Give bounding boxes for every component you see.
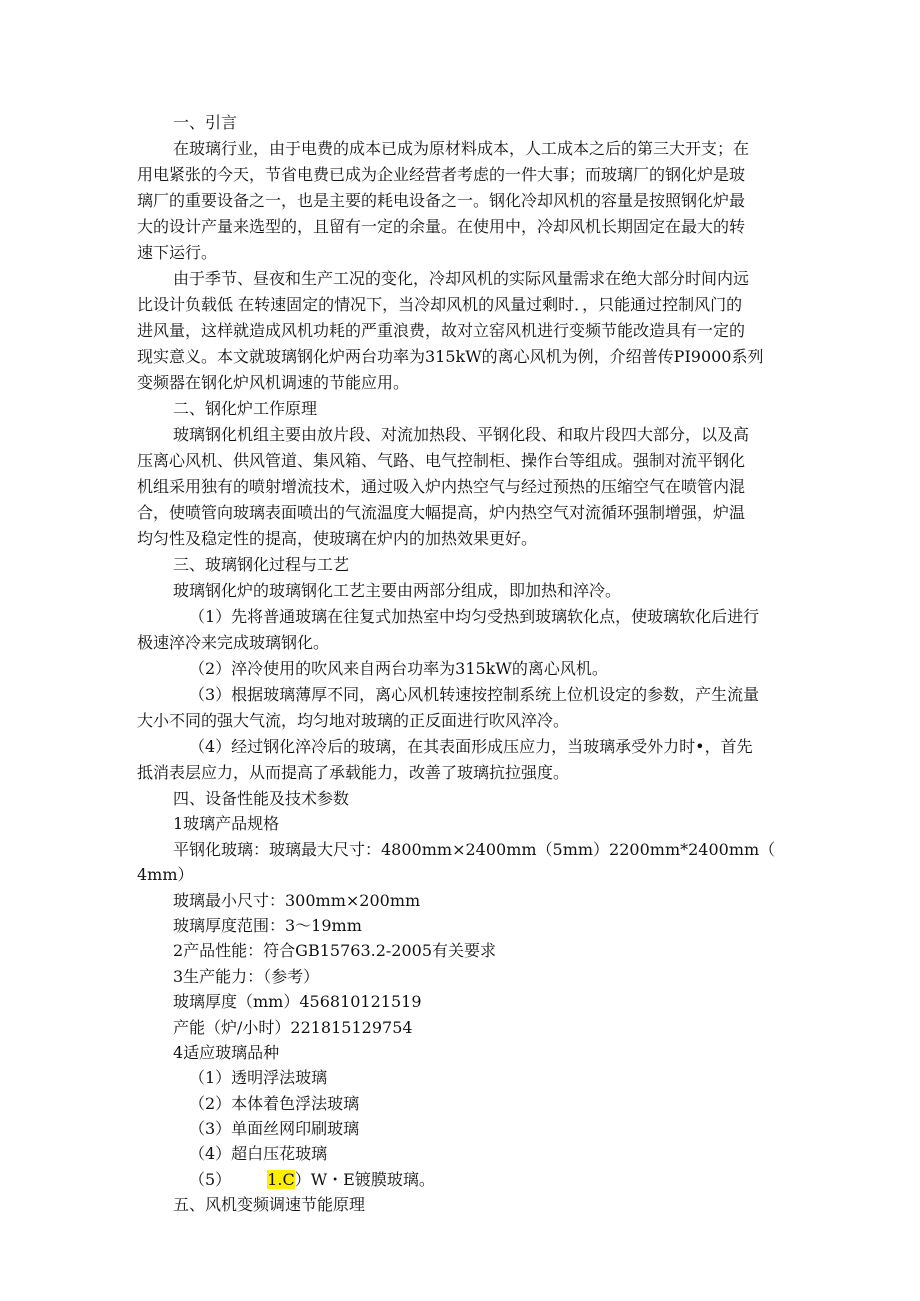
paragraph-line: 比设计负载低 在转速固定的情况下，当冷却风机的风量过剩时．，只能通过控制风门的	[137, 295, 743, 314]
list-item: （4）超白压花玻璃	[189, 1144, 328, 1164]
paragraph-line: 大的设计产量来选型的，且留有一定的余量。在使用中，冷却风机长期固定在最大的转	[137, 217, 746, 236]
spec-line-continuation: 4mm）	[137, 865, 194, 885]
list-item: （1）透明浮法玻璃	[189, 1068, 328, 1088]
spec-line: 平钢化玻璃：玻璃最大尺寸：4800mm×2400mm（5mm）2200mm*2400mm（	[173, 839, 776, 859]
paragraph-line: 用电紧张的今天，节省电费已成为企业经营者考虑的一件大事；而玻璃厂的钢化炉是玻	[137, 165, 746, 184]
list-item-continuation: 抵消表层应力，从而提高了承载能力，改善了玻璃抗拉强度。	[137, 763, 570, 782]
paragraph-line: 玻璃钢化机组主要由放片段、对流加热段、平钢化段、和取片段四大部分，以及高	[173, 425, 750, 444]
paragraph-line: 压离心风机、供风管道、集风箱、气路、电气控制柜、操作台等组成。强制对流平钢化	[137, 451, 746, 470]
section-heading-intro: 一、引言	[173, 113, 238, 132]
paragraph-line: 速下运行。	[137, 243, 218, 262]
list-item: （4）经过钢化淬冷后的玻璃，在其表面形成压应力，当玻璃承受外力时•，首先	[189, 737, 753, 756]
paragraph-line: 变频器在钢化炉风机调速的节能应用。	[137, 373, 410, 392]
paragraph-line: 合，使喷管向玻璃表面喷出的气流温度大幅提高，炉内热空气对流循环强制增强，炉温	[137, 503, 746, 522]
paragraph-line: 玻璃钢化炉的玻璃钢化工艺主要由两部分组成，即加热和淬冷。	[173, 581, 622, 600]
list-item: （2）淬冷使用的吹风来自两台功率为315kW的离心风机。	[189, 659, 608, 678]
paragraph-line: 现实意义。本文就玻璃钢化炉两台功率为315kW的离心风机为例，介绍普传PI9000系列	[137, 347, 764, 366]
spec-line: 3生产能力：（参考）	[173, 966, 320, 986]
paragraph-line: 进风量，这样就造成风机功耗的严重浪费，故对立窑风机进行变频节能改造具有一定的	[137, 321, 746, 340]
document-body	[137, 110, 787, 1218]
list-item-continuation: 大小不同的强大气流，均匀地对玻璃的正反面进行吹风淬冷。	[137, 711, 570, 730]
list-item: （1）先将普通玻璃在往复式加热室中均匀受热到玻璃软化点，使玻璃软化后进行	[189, 607, 760, 626]
paragraph-line: 在玻璃行业，由于电费的成本已成为原材料成本，人工成本之后的第三大开支；在	[173, 139, 750, 158]
section-heading-principle: 二、钢化炉工作原理	[173, 399, 318, 418]
spec-line: 玻璃厚度范围：3～19mm	[173, 915, 362, 935]
spec-line: 产能（炉/小时）221815129754	[173, 1017, 413, 1037]
list-item: （3）单面丝网印刷玻璃	[189, 1119, 360, 1139]
paragraph-line: 璃厂的重要设备之一，也是主要的耗电设备之一。钢化冷却风机的容量是按照钢化炉最	[137, 191, 746, 210]
spec-line: 玻璃最小尺寸：300mm×200mm	[173, 890, 421, 910]
list-item: （2）本体着色浮法玻璃	[189, 1093, 360, 1113]
spec-line: 玻璃厚度（mm）456810121519	[173, 992, 422, 1012]
section-heading-fan: 五、风机变频调速节能原理	[173, 1195, 366, 1215]
paragraph-line: 均匀性及稳定性的提高，使玻璃在炉内的加热效果更好。	[137, 529, 538, 548]
paragraph-line: 由于季节、昼夜和生产工况的变化，冷却风机的实际风量需求在绝大部分时间内远	[173, 269, 750, 288]
spec-heading: 4适应玻璃品种	[173, 1042, 280, 1062]
spec-line: 2产品性能：符合GB15763.2-2005有关要求	[173, 941, 497, 961]
section-heading-specs: 四、设备性能及技术参数	[173, 789, 350, 808]
list-item-number: （5）	[189, 1169, 232, 1189]
list-item	[137, 1167, 787, 1192]
list-item: （3）根据玻璃薄厚不同，离心风机转速按控制系统上位机设定的参数，产生流量	[189, 685, 760, 704]
highlighted-text: 1.C	[267, 1169, 295, 1189]
section-heading-process: 三、玻璃钢化过程与工艺	[173, 555, 350, 574]
paragraph-line: 机组采用独有的喷射增流技术，通过吸入炉内热空气与经过预热的压缩空气在喷管内混	[137, 477, 746, 496]
spec-heading: 1玻璃产品规格	[173, 814, 280, 834]
list-item-text: ）W・E镀膜玻璃。	[294, 1169, 435, 1189]
list-item-continuation: 极速淬冷来完成玻璃钢化。	[137, 633, 330, 652]
